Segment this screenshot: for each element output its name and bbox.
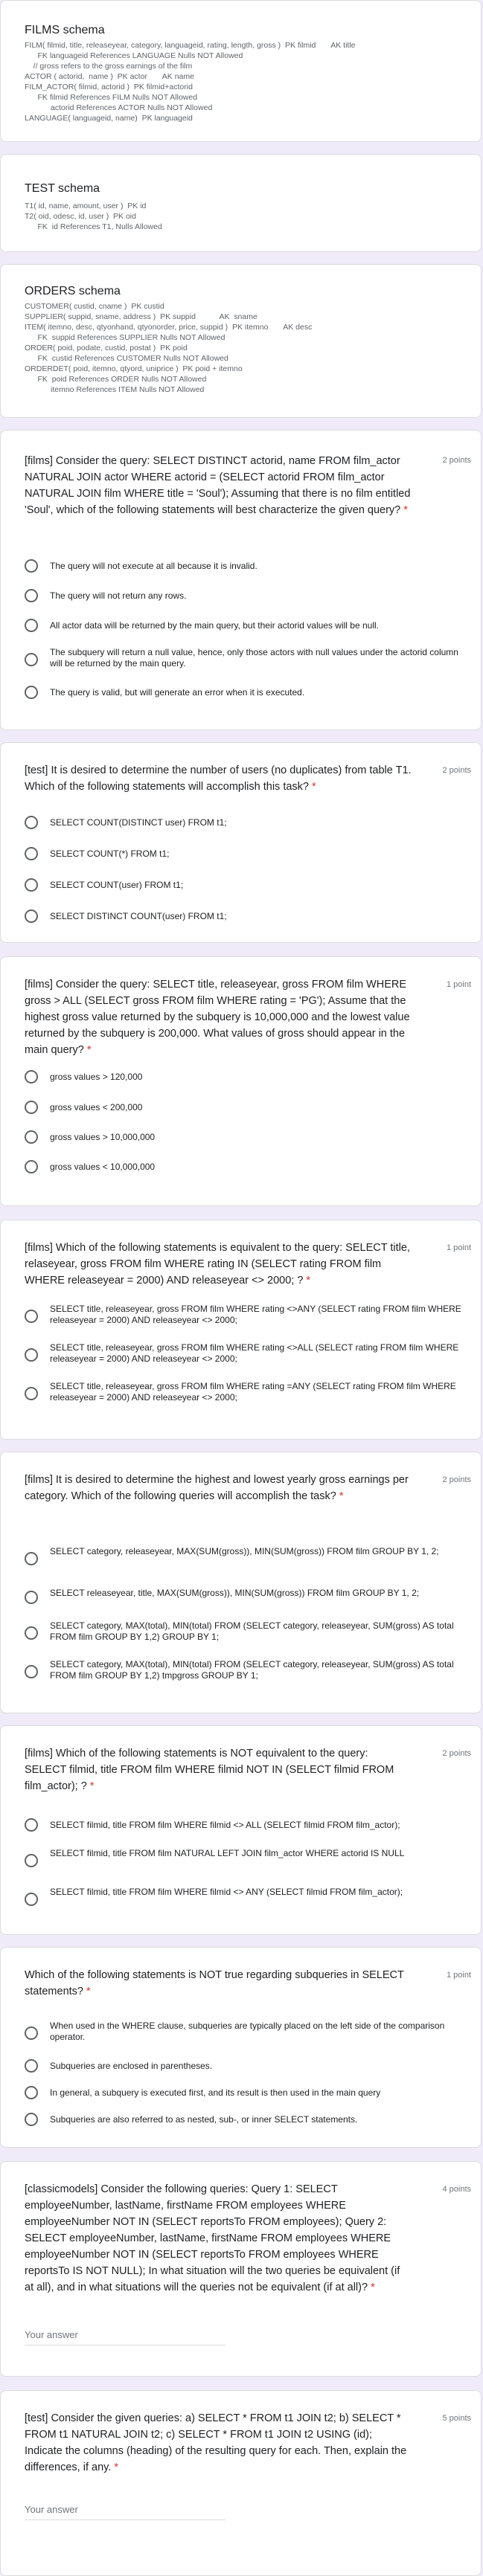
radio-button[interactable] <box>25 1552 38 1565</box>
radio-option[interactable] <box>25 1129 456 1150</box>
radio-button[interactable] <box>25 589 38 602</box>
question-card-7 <box>0 1947 482 2148</box>
radio-option[interactable] <box>25 1099 456 1120</box>
option-label: SELECT title, releaseyear, gross FROM film WHERE rating <>ALL (SELECT rating FROM film WHERE releaseyear = 2000) AND releaseyear <> 2000; <box>50 1342 459 1364</box>
radio-button[interactable] <box>25 2026 38 2040</box>
radio-option[interactable] <box>25 1817 456 1838</box>
required-asterisk: * <box>403 504 408 516</box>
schema-line: FILM_ACTOR( filmid, actorid ) PK filmid+actorid <box>25 83 193 91</box>
schema-line: T2( oid, odesc, id, user ) PK oid <box>25 212 136 221</box>
schema-line: ITEM( itemno, desc, qtyonhand, qtyonorder, price, suppid ) PK itemno AK desc <box>25 323 313 332</box>
points-label: 1 point <box>446 1971 471 1980</box>
schema-line: actorid References ACTOR Nulls NOT Allowed <box>25 103 213 112</box>
question-card-1 <box>0 430 482 730</box>
option-label: gross values < 10,000,000 <box>50 1162 156 1172</box>
option-label: All actor data will be returned by the main query, but their actorid values will be null. <box>50 620 380 631</box>
option-label: The query will not return any rows. <box>50 590 187 601</box>
radio-button[interactable] <box>25 1626 38 1640</box>
radio-button[interactable] <box>25 2086 38 2099</box>
question-text: [test] It is desired to determine the number of users (no duplicates) from table T1. Which of the following statements will accomplish this task? * <box>25 764 412 793</box>
radio-option[interactable] <box>25 1546 456 1573</box>
question-text: [films] Consider the query: SELECT DISTINCT actorid, name FROM film_actor NATURAL JOIN actor WHERE actorid = (SELECT actorid FROM film_actor NATURAL JOIN film WHERE title = 'Soul'); Assuming that there is no film entitled 'Soul', which of the following statements will best characterize the given query? * <box>25 455 411 516</box>
option-label: SELECT category, MAX(total), MIN(total) FROM (SELECT category, releaseyear, SUM(gross) AS total FROM film GROUP BY 1,2) tmpgross GROUP BY 1; <box>50 1659 454 1681</box>
question-text: [classicmodels] Consider the following queries: Query 1: SELECT employeeNumber, lastName, firstName FROM employees WHERE employeeNumber NOT IN (SELECT reportsTo FROM employees); Query 2: SELECT employeeNumber, lastName, firstName FROM employees WHERE employeeNumber NOT IN (SELECT reportsTo FROM employees WHERE reportsTo IS NOT NULL); In what situation will the two queries be equivalent (if at all), and in what situations will the queries not be equivalent (if at all)? * <box>25 2183 400 2293</box>
radio-option[interactable] <box>25 2084 456 2105</box>
radio-option[interactable] <box>25 2111 456 2132</box>
schema-line: FK languageid References LANGUAGE Nulls NOT Allowed <box>25 51 243 60</box>
radio-option[interactable] <box>25 1342 459 1369</box>
radio-button[interactable] <box>25 1591 38 1604</box>
option-label: The query will not execute at all because it is invalid. <box>50 561 258 571</box>
question-card-3 <box>0 956 482 1206</box>
option-label: The subquery will return a null value, hence, only those actors with null values under the actorid column will be returned by the main query. <box>50 647 458 669</box>
points-label: 2 points <box>442 456 471 465</box>
radio-button[interactable] <box>25 847 38 860</box>
radio-option[interactable] <box>25 1887 456 1913</box>
schema-line: itemno References ITEM Nulls NOT Allowed <box>25 385 205 394</box>
option-label: The query is valid, but will generate an error when it is executed. <box>50 687 305 698</box>
schema-line: FK custid References CUSTOMER Nulls NOT Allowed <box>25 354 228 363</box>
points-label: 4 points <box>442 2185 471 2194</box>
question-card-8 <box>0 2161 482 2377</box>
radio-button[interactable] <box>25 1348 38 1362</box>
radio-option[interactable] <box>25 1069 456 1089</box>
question-card-2 <box>0 742 482 943</box>
question-text: [test] Consider the given queries: a) SELECT * FROM t1 JOIN t2; b) SELECT * FROM t1 NATURAL JOIN t2; c) SELECT * FROM t1 JOIN t2 USING (id); Indicate the columns (heading) of the resulting query for each. Then, explain the differences, if any. * <box>25 2412 407 2473</box>
schema-line: CUSTOMER( custid, cname ) PK custid <box>25 302 164 311</box>
radio-option[interactable] <box>25 908 456 929</box>
radio-button[interactable] <box>25 686 38 699</box>
radio-option[interactable] <box>25 647 456 674</box>
radio-button[interactable] <box>25 2059 38 2073</box>
radio-option[interactable] <box>25 1381 456 1408</box>
required-asterisk: * <box>89 1780 95 1792</box>
question-text: [films] It is desired to determine the highest and lowest yearly gross earnings per category. Which of the following queries will accomplish the task? * <box>25 1474 409 1502</box>
schema-title: FILMS schema <box>25 24 105 36</box>
required-asterisk: * <box>312 781 316 793</box>
option-label: SELECT COUNT(DISTINCT user) FROM t1; <box>50 817 227 828</box>
question-card-4 <box>0 1220 482 1440</box>
answer-underline <box>25 2519 225 2520</box>
option-label: SELECT COUNT(user) FROM t1; <box>50 880 184 890</box>
radio-option[interactable] <box>25 2020 456 2047</box>
required-asterisk: * <box>86 1986 91 1997</box>
schema-line: SUPPLIER( suppid, sname, address ) PK suppid AK sname <box>25 312 258 321</box>
option-label: SELECT title, releaseyear, gross FROM film WHERE rating =ANY (SELECT rating FROM film WHERE releaseyear = 2000) AND releaseyear <> 2000; <box>50 1381 456 1403</box>
question-text: [films] Which of the following statements is equivalent to the query: SELECT title, relaseyear, gross FROM film WHERE rating IN (SELECT rating FROM film WHERE releaseyear = 2000) AND releaseyear <> 2000; ? * <box>25 1242 410 1287</box>
question-text: [films] Consider the query: SELECT title, releaseyear, gross FROM film WHERE gross > ALL (SELECT gross FROM film WHERE rating = 'PG'); Assume that the highest gross value returned by the subquery is 10,000,000 and the lowest value returned by the subquery is 200,000. What values of gross should appear in the main query? * <box>25 979 410 1056</box>
schema-line: ORDER( poid, podate, custid, postat ) PK poid <box>25 344 188 352</box>
option-label: gross values > 10,000,000 <box>50 1132 156 1142</box>
schema-line: ACTOR ( actorid, name ) PK actor AK name <box>25 72 194 81</box>
points-label: 2 points <box>442 766 471 775</box>
radio-option[interactable] <box>25 1159 456 1179</box>
radio-button[interactable] <box>25 1101 38 1114</box>
test-schema-card <box>0 154 482 252</box>
radio-button[interactable] <box>25 1130 38 1144</box>
question-card-6 <box>0 1725 482 1935</box>
schema-line: FK id References T1, Nulls Allowed <box>25 222 162 231</box>
question-text: [films] Which of the following statements is NOT equivalent to the query: SELECT filmid, title FROM film WHERE filmid NOT IN (SELECT filmid FROM film_actor); ? * <box>25 1748 394 1792</box>
option-label: SELECT category, MAX(total), MIN(total) FROM (SELECT category, releaseyear, SUM(gross) AS total FROM film GROUP BY 1,2) GROUP BY 1; <box>50 1620 454 1642</box>
option-label: SELECT filmid, title FROM film WHERE filmid <> ANY (SELECT filmid FROM film_actor); <box>50 1887 403 1897</box>
radio-option[interactable] <box>25 2058 456 2078</box>
radio-option[interactable] <box>25 1620 456 1647</box>
required-asterisk: * <box>114 2461 119 2473</box>
radio-button[interactable] <box>25 559 38 573</box>
radio-button[interactable] <box>25 2113 38 2126</box>
schema-title: TEST schema <box>25 182 100 195</box>
option-label: gross values > 120,000 <box>50 1072 143 1082</box>
option-label: When used in the WHERE clause, subqueries are typically placed on the left side of the comparison operator. <box>50 2020 445 2042</box>
question-text: Which of the following statements is NOT true regarding subqueries in SELECT statements? * <box>25 1969 404 1997</box>
option-label: gross values < 200,000 <box>50 1102 143 1112</box>
question-card-5 <box>0 1452 482 1713</box>
films-schema-card <box>0 0 482 142</box>
schema-line: T1( id, name, amount, user ) PK id <box>25 202 147 210</box>
option-label: Subqueries are also referred to as nested, sub-, or inner SELECT statements. <box>50 2114 358 2125</box>
option-label: SELECT COUNT(*) FROM t1; <box>50 849 170 859</box>
radio-button[interactable] <box>25 1160 38 1173</box>
radio-button[interactable] <box>25 619 38 632</box>
radio-button[interactable] <box>25 816 38 829</box>
radio-button[interactable] <box>25 1818 38 1832</box>
radio-button[interactable] <box>25 909 38 923</box>
schema-line: FK suppid References SUPPLIER Nulls NOT Allowed <box>25 333 225 342</box>
radio-option[interactable] <box>25 846 456 866</box>
answer-input[interactable]: Your answer <box>25 2329 78 2340</box>
orders-schema-card <box>0 264 482 418</box>
radio-button[interactable] <box>25 653 38 666</box>
radio-button[interactable] <box>25 1070 38 1083</box>
points-label: 1 point <box>446 1243 471 1252</box>
schema-line: ORDERDET( poid, itemno, qtyord, uniprice ) PK poid + itemno <box>25 364 243 373</box>
points-label: 2 points <box>442 1749 471 1758</box>
option-label: SELECT title, releaseyear, gross FROM film WHERE rating <>ANY (SELECT rating FROM film WHERE releaseyear = 2000) AND releaseyear <> 2000; <box>50 1304 461 1325</box>
radio-option[interactable] <box>25 1585 456 1611</box>
points-label: 2 points <box>442 1475 471 1484</box>
schema-line: // gross refers to the gross earnings of the film <box>25 62 193 71</box>
radio-button[interactable] <box>25 1854 38 1867</box>
question-card-9 <box>0 2390 482 2576</box>
required-asterisk: * <box>371 2282 375 2293</box>
points-label: 5 points <box>442 2414 471 2423</box>
option-label: SELECT DISTINCT COUNT(user) FROM t1; <box>50 911 227 921</box>
radio-option[interactable] <box>25 1848 456 1875</box>
radio-option[interactable] <box>25 587 456 608</box>
radio-option[interactable] <box>25 1304 461 1330</box>
radio-button[interactable] <box>25 1387 38 1400</box>
schema-line: FK filmid References FILM Nulls NOT Allowed <box>25 93 198 102</box>
option-label: SELECT filmid, title FROM film NATURAL LEFT JOIN film_actor WHERE actorid IS NULL <box>50 1848 405 1858</box>
schema-title: ORDERS schema <box>25 285 121 297</box>
radio-option[interactable] <box>25 877 456 898</box>
option-label: In general, a subquery is executed first, and its result is then used in the main query <box>50 2087 381 2098</box>
option-label: Subqueries are enclosed in parentheses. <box>50 2061 213 2071</box>
radio-option[interactable] <box>25 684 456 705</box>
schema-line: LANGUAGE( languageid, name) PK languageid <box>25 114 193 123</box>
radio-button[interactable] <box>25 1893 38 1906</box>
radio-button[interactable] <box>25 1310 38 1323</box>
radio-option[interactable] <box>25 1659 456 1686</box>
points-label: 1 point <box>446 980 471 989</box>
radio-button[interactable] <box>25 878 38 892</box>
radio-option[interactable] <box>25 617 456 638</box>
option-label: SELECT releaseyear, title, MAX(SUM(gross)), MIN(SUM(gross)) FROM film GROUP BY 1, 2; <box>50 1588 420 1598</box>
required-asterisk: * <box>306 1275 311 1287</box>
required-asterisk: * <box>86 1044 92 1056</box>
option-label: SELECT category, releaseyear, MAX(SUM(gross)), MIN(SUM(gross)) FROM film GROUP BY 1, 2; <box>50 1546 439 1556</box>
required-asterisk: * <box>339 1490 344 1502</box>
option-label: SELECT filmid, title FROM film WHERE filmid <> ALL (SELECT filmid FROM film_actor); <box>50 1820 400 1830</box>
answer-input[interactable]: Your answer <box>25 2504 78 2515</box>
radio-option[interactable] <box>25 558 456 579</box>
schema-line: FILM( filmid, title, releaseyear, category, languageid, rating, length, gross ) PK filmid AK title <box>25 41 356 50</box>
radio-option[interactable] <box>25 814 456 835</box>
radio-button[interactable] <box>25 1665 38 1678</box>
schema-line: FK poid References ORDER Nulls NOT Allowed <box>25 375 207 384</box>
